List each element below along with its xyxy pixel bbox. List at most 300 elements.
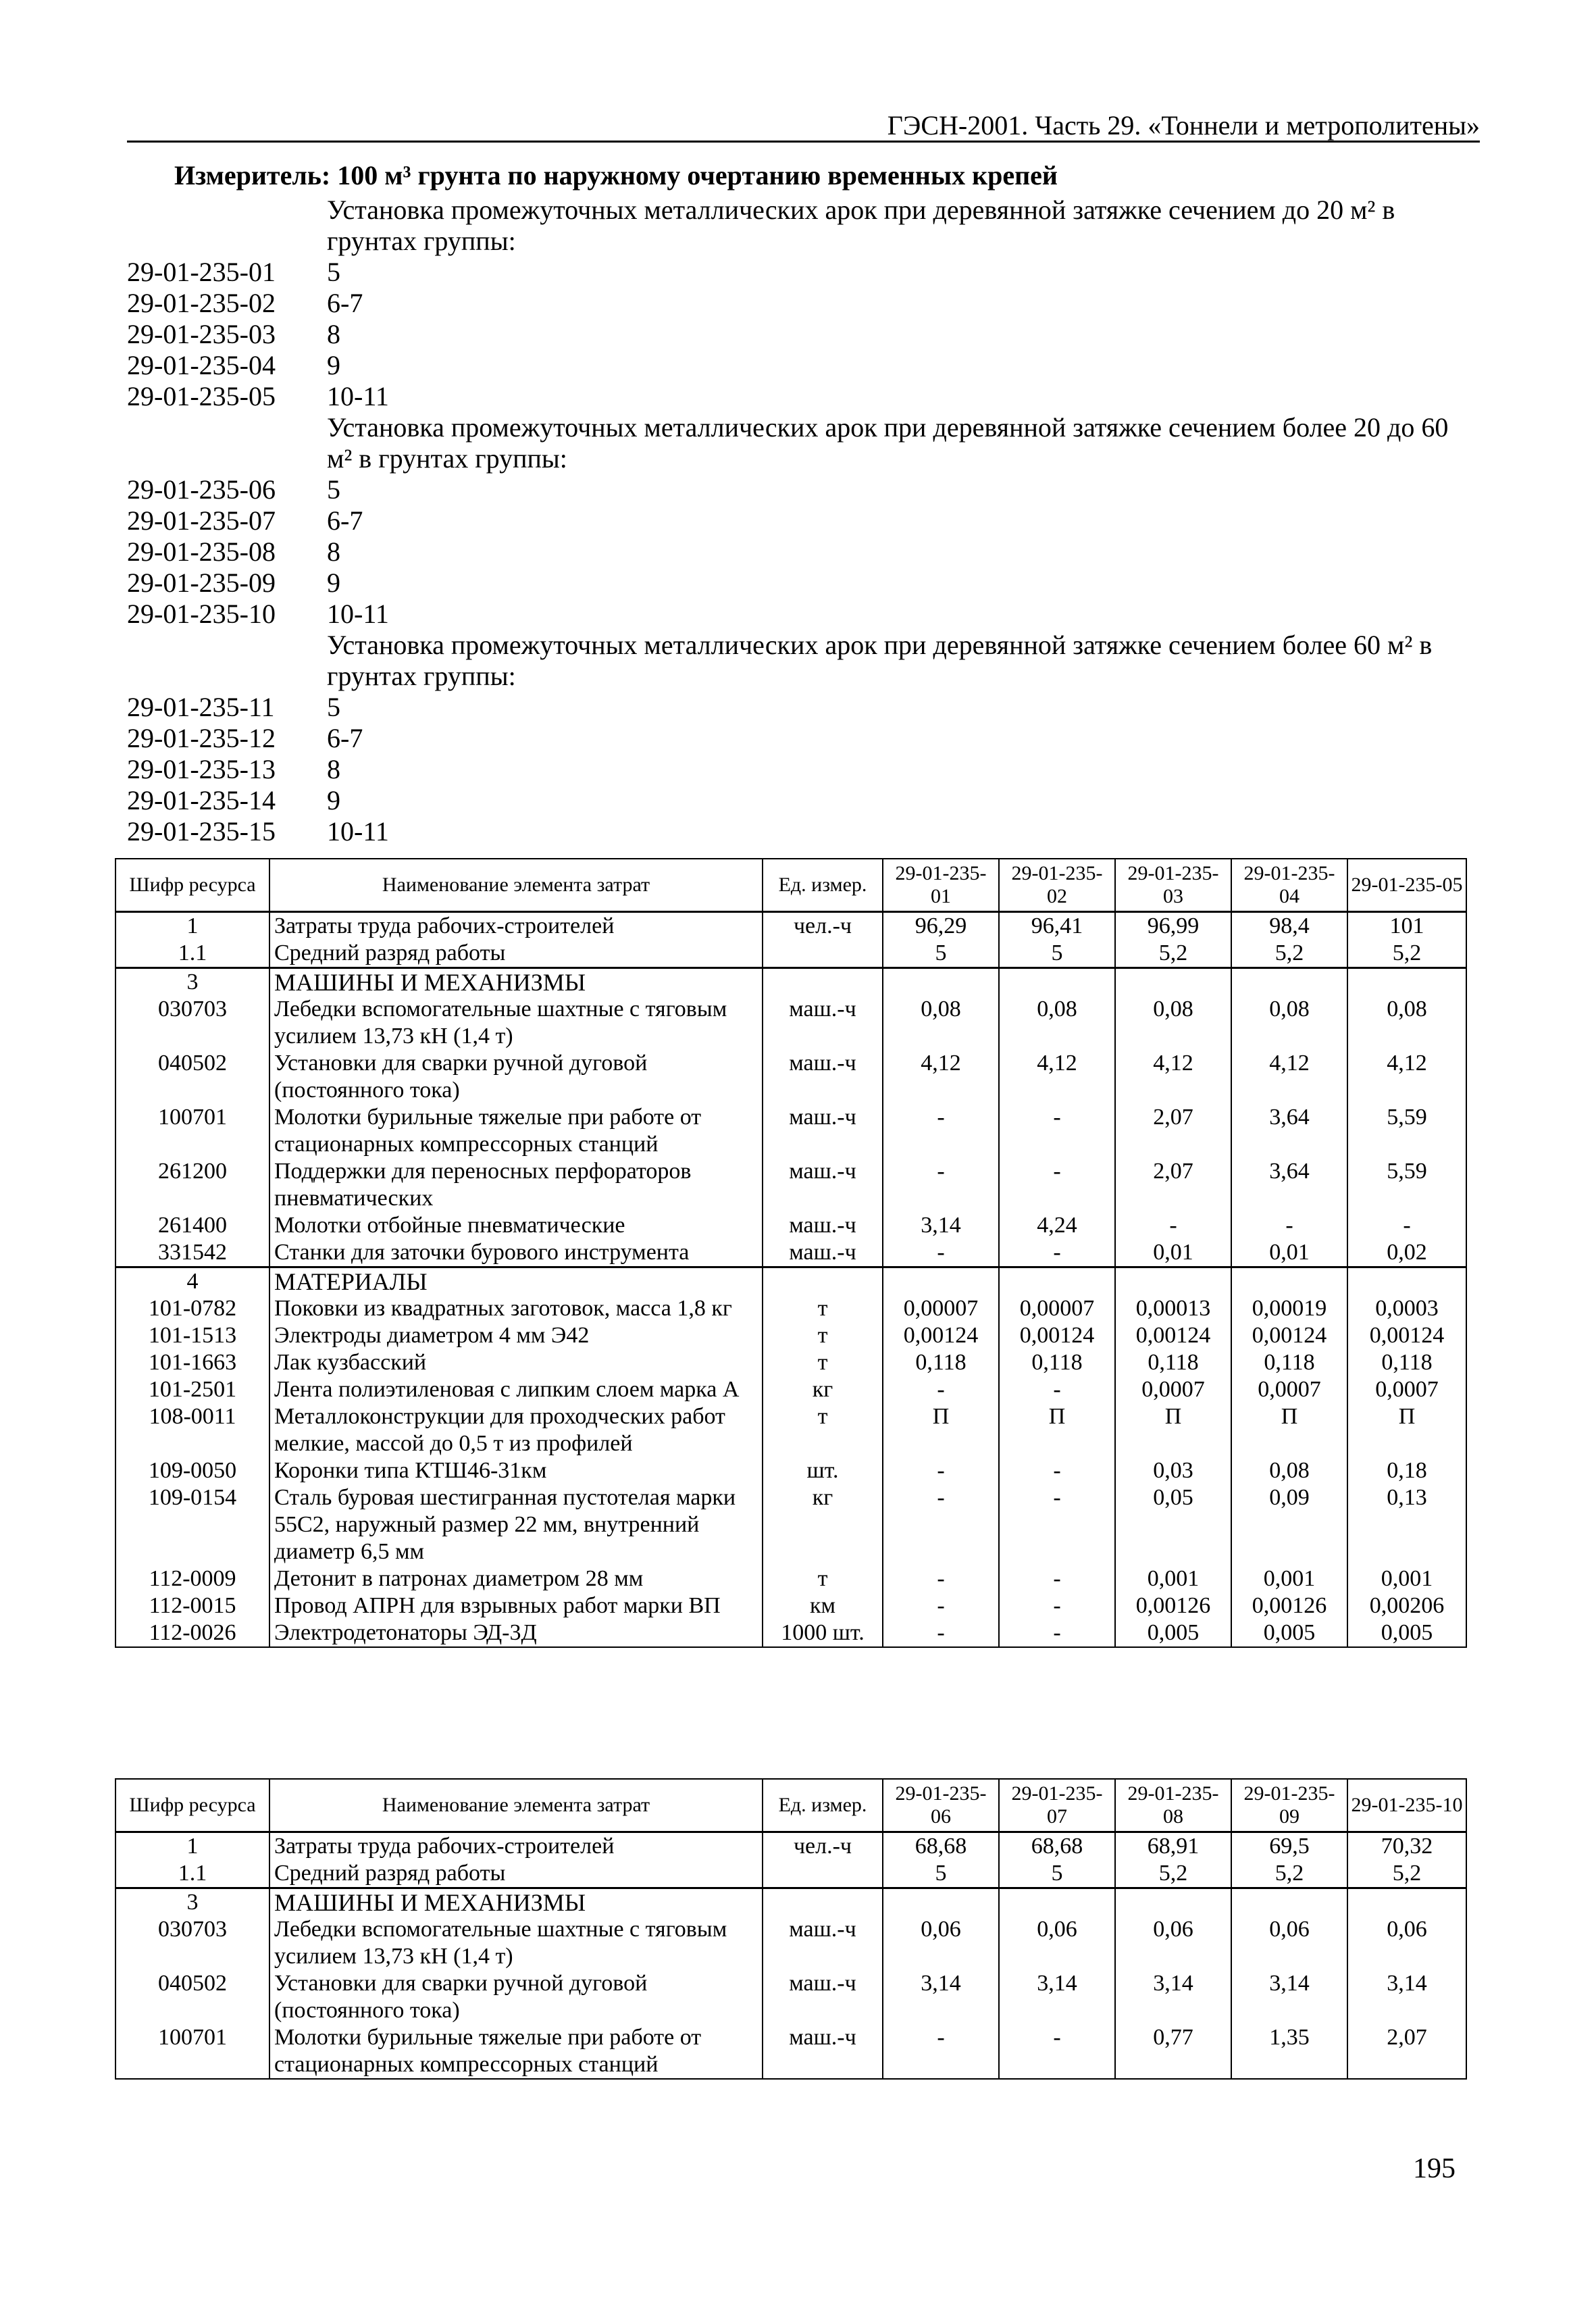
empty-cell — [1115, 1267, 1231, 1296]
norm-value: 0,18 — [1347, 1457, 1466, 1484]
resource-code: 112-0015 — [115, 1592, 269, 1619]
empty-cell — [883, 968, 999, 997]
col-header-norm: 29-01-235-04 — [1231, 859, 1347, 912]
unit-of-measure: маш.-ч — [763, 1212, 883, 1239]
norm-value: 5,2 — [1347, 940, 1466, 968]
work-item-code: 29-01-235-10 — [127, 599, 276, 629]
table-row — [115, 1349, 1466, 1376]
norm-value: 0,05 — [1115, 1484, 1231, 1565]
table-row — [115, 1104, 1466, 1158]
norm-value: 98,4 — [1231, 912, 1347, 940]
norm-value: 3,14 — [1115, 1970, 1231, 2024]
norm-value: 0,00124 — [999, 1322, 1115, 1349]
table-row — [115, 1239, 1466, 1267]
table-row — [115, 2024, 1466, 2079]
unit-of-measure: маш.-ч — [763, 2024, 883, 2079]
work-group — [127, 195, 1478, 412]
work-item — [127, 599, 1478, 630]
norm-value: 0,001 — [1115, 1565, 1231, 1592]
norm-value: - — [883, 1158, 999, 1212]
empty-cell — [1115, 968, 1231, 997]
norm-value: 5,59 — [1347, 1104, 1466, 1158]
norm-value: 0,06 — [1231, 1916, 1347, 1970]
unit-of-measure: т — [763, 1565, 883, 1592]
norm-value: П — [1115, 1403, 1231, 1457]
norm-value: 5,2 — [1231, 940, 1347, 968]
cost-element-name: Сталь буровая шестигранная пустотелая марки 55С2, наружный размер 22 мм, внутренний диаметр 6,5 мм — [269, 1484, 763, 1565]
norm-value: 3,14 — [999, 1970, 1115, 2024]
empty-cell — [1231, 968, 1347, 997]
unit-of-measure: кг — [763, 1484, 883, 1565]
norm-value: 2,07 — [1347, 2024, 1466, 2079]
col-header-norm: 29-01-235-06 — [883, 1779, 999, 1832]
norm-value: 5 — [883, 1860, 999, 1888]
norm-value: 3,64 — [1231, 1104, 1347, 1158]
resource-code: 101-1513 — [115, 1322, 269, 1349]
section-title: МАШИНЫ И МЕХАНИЗМЫ — [269, 968, 763, 997]
work-item-code: 29-01-235-15 — [127, 816, 276, 847]
table-row — [115, 996, 1466, 1050]
empty-cell — [883, 1267, 999, 1296]
norm-value: 101 — [1347, 912, 1466, 940]
norm-value: 0,01 — [1115, 1239, 1231, 1267]
unit-of-measure: маш.-ч — [763, 1239, 883, 1267]
table-row — [115, 1212, 1466, 1239]
work-item-code: 29-01-235-14 — [127, 785, 276, 815]
col-header-code: Шифр ресурса — [115, 1779, 269, 1832]
cost-element-name: Лента полиэтиленовая с липким слоем марка А — [269, 1376, 763, 1403]
resource-code: 040502 — [115, 1970, 269, 2024]
unit-of-measure: чел.-ч — [763, 912, 883, 940]
norm-value: 4,24 — [999, 1212, 1115, 1239]
work-item — [127, 319, 1478, 350]
table-row — [115, 1592, 1466, 1619]
empty-cell — [1115, 1888, 1231, 1917]
unit-of-measure: т — [763, 1349, 883, 1376]
norm-value: - — [1115, 1212, 1231, 1239]
resource-code: 331542 — [115, 1239, 269, 1267]
work-item-code: 29-01-235-12 — [127, 723, 276, 753]
norm-value: 2,07 — [1115, 1158, 1231, 1212]
soil-group: 9 — [327, 785, 340, 815]
col-header-unit: Ед. измер. — [763, 1779, 883, 1832]
col-header-norm: 29-01-235-07 — [999, 1779, 1115, 1832]
soil-group: 5 — [327, 692, 340, 722]
norm-value: 96,99 — [1115, 912, 1231, 940]
table-row — [115, 1050, 1466, 1104]
soil-group: 8 — [327, 536, 340, 567]
cost-element-name: Станки для заточки бурового инструмента — [269, 1239, 763, 1267]
norm-value: 96,41 — [999, 912, 1115, 940]
norm-value: - — [883, 1376, 999, 1403]
resource-code: 1 — [115, 1832, 269, 1861]
cost-element-name: Молотки отбойные пневматические — [269, 1212, 763, 1239]
norm-value: 1,35 — [1231, 2024, 1347, 2079]
norm-value: 5,2 — [1115, 940, 1231, 968]
work-item-code: 29-01-235-13 — [127, 754, 276, 784]
norm-value: 0,08 — [883, 996, 999, 1050]
norm-value: - — [999, 1619, 1115, 1647]
norm-value: 0,03 — [1115, 1457, 1231, 1484]
norm-value: 0,06 — [999, 1916, 1115, 1970]
norm-value: 0,02 — [1347, 1239, 1466, 1267]
norm-value: 0,001 — [1231, 1565, 1347, 1592]
resource-table-1 — [115, 858, 1467, 1648]
col-header-unit: Ед. измер. — [763, 859, 883, 912]
cost-element-name: Поддержки для переносных перфораторов пневматических — [269, 1158, 763, 1212]
norm-value: - — [999, 1457, 1115, 1484]
norm-value: - — [883, 1239, 999, 1267]
resource-code: 101-1663 — [115, 1349, 269, 1376]
col-header-norm: 29-01-235-05 — [1347, 859, 1466, 912]
table-row — [115, 912, 1466, 940]
section-row — [115, 968, 1466, 997]
norm-value: 0,08 — [1231, 1457, 1347, 1484]
empty-cell — [1347, 1267, 1466, 1296]
norm-value: 0,001 — [1347, 1565, 1466, 1592]
section-title: МАШИНЫ И МЕХАНИЗМЫ — [269, 1888, 763, 1917]
soil-group: 10-11 — [327, 381, 389, 411]
resource-code: 108-0011 — [115, 1403, 269, 1457]
resource-code: 030703 — [115, 996, 269, 1050]
cost-element-name: Электроды диаметром 4 мм Э42 — [269, 1322, 763, 1349]
unit-of-measure: маш.-ч — [763, 1916, 883, 1970]
norm-value: - — [883, 1565, 999, 1592]
norm-value: 3,14 — [1347, 1970, 1466, 2024]
unit-of-measure: маш.-ч — [763, 1158, 883, 1212]
norm-value: 0,00019 — [1231, 1295, 1347, 1322]
cost-element-name: Лебедки вспомогательные шахтные с тяговым усилием 13,73 кН (1,4 т) — [269, 1916, 763, 1970]
norm-value: 0,0007 — [1231, 1376, 1347, 1403]
section-code: 3 — [115, 968, 269, 997]
norm-value: 3,14 — [883, 1212, 999, 1239]
norm-value: 0,08 — [1347, 996, 1466, 1050]
norm-value: 0,118 — [1115, 1349, 1231, 1376]
resource-code: 109-0050 — [115, 1457, 269, 1484]
unit-of-measure: кг — [763, 1376, 883, 1403]
norm-value: 0,00206 — [1347, 1592, 1466, 1619]
cost-element-name: Металлоконструкции для проходческих работ мелкие, массой до 0,5 т из профилей — [269, 1403, 763, 1457]
norm-value: 0,00007 — [999, 1295, 1115, 1322]
col-header-norm: 29-01-235-02 — [999, 859, 1115, 912]
section-row — [115, 1267, 1466, 1296]
norm-value: - — [999, 1592, 1115, 1619]
work-group-description: Установка промежуточных металлических арок при деревянной затяжке сечением более 20 до 60 м² в грунтах группы: — [327, 412, 1449, 474]
work-item-code: 29-01-235-04 — [127, 350, 276, 380]
soil-group: 10-11 — [327, 599, 389, 629]
section-row — [115, 1888, 1466, 1917]
col-header-norm: 29-01-235-01 — [883, 859, 999, 912]
norm-value: 96,29 — [883, 912, 999, 940]
norm-value: - — [883, 1592, 999, 1619]
section-title: МАТЕРИАЛЫ — [269, 1267, 763, 1296]
resource-code: 040502 — [115, 1050, 269, 1104]
col-header-norm: 29-01-235-10 — [1347, 1779, 1466, 1832]
norm-value: 0,0003 — [1347, 1295, 1466, 1322]
col-header-code: Шифр ресурса — [115, 859, 269, 912]
norm-value: 0,08 — [1231, 996, 1347, 1050]
cost-element-name: Лебедки вспомогательные шахтные с тяговым усилием 13,73 кН (1,4 т) — [269, 996, 763, 1050]
cost-element-name: Затраты труда рабочих-строителей — [269, 1832, 763, 1861]
norm-value: 0,118 — [883, 1349, 999, 1376]
norm-value: 2,07 — [1115, 1104, 1231, 1158]
soil-group: 9 — [327, 350, 340, 380]
unit-of-measure: маш.-ч — [763, 1050, 883, 1104]
norm-value: 0,00124 — [1347, 1322, 1466, 1349]
norm-value: 0,06 — [1347, 1916, 1466, 1970]
cost-element-name: Провод АПРН для взрывных работ марки ВП — [269, 1592, 763, 1619]
work-group-description: Установка промежуточных металлических арок при деревянной затяжке сечением до 20 м² в грунтах группы: — [327, 195, 1395, 256]
col-header-name: Наименование элемента затрат — [269, 1779, 763, 1832]
table-row — [115, 1295, 1466, 1322]
norm-value: 5 — [999, 1860, 1115, 1888]
norm-value: 0,0007 — [1115, 1376, 1231, 1403]
norm-value: 69,5 — [1231, 1832, 1347, 1861]
cost-element-name: Затраты труда рабочих-строителей — [269, 912, 763, 940]
work-item-code: 29-01-235-07 — [127, 505, 276, 536]
work-item-code: 29-01-235-09 — [127, 568, 276, 598]
norm-value: 0,00124 — [883, 1322, 999, 1349]
empty-cell — [763, 1888, 883, 1917]
norm-value: - — [999, 2024, 1115, 2079]
col-header-norm: 29-01-235-09 — [1231, 1779, 1347, 1832]
norm-value: 4,12 — [1347, 1050, 1466, 1104]
norm-value: - — [1231, 1212, 1347, 1239]
norm-value: П — [1231, 1403, 1347, 1457]
work-group — [127, 412, 1478, 630]
running-header: ГЭСН-2001. Часть 29. «Тоннели и метрополитены» — [887, 110, 1480, 141]
table-row — [115, 1970, 1466, 2024]
cost-element-name: Коронки типа КТШ46-31км — [269, 1457, 763, 1484]
norm-value: 0,77 — [1115, 2024, 1231, 2079]
norm-value: - — [999, 1158, 1115, 1212]
empty-cell — [1231, 1267, 1347, 1296]
soil-group: 6-7 — [327, 288, 363, 318]
work-item — [127, 257, 1478, 288]
norm-value: П — [1347, 1403, 1466, 1457]
unit-of-measure: км — [763, 1592, 883, 1619]
norm-value: - — [999, 1565, 1115, 1592]
table-row — [115, 1403, 1466, 1457]
table-row — [115, 1457, 1466, 1484]
work-group-description: Установка промежуточных металлических арок при деревянной затяжке сечением более 60 м² в грунтах группы: — [327, 630, 1433, 691]
col-header-norm: 29-01-235-03 — [1115, 859, 1231, 912]
soil-group: 6-7 — [327, 723, 363, 753]
norm-value: 68,68 — [883, 1832, 999, 1861]
header-divider — [127, 141, 1480, 143]
resource-code: 1 — [115, 912, 269, 940]
norm-value: 0,005 — [1347, 1619, 1466, 1647]
table-row — [115, 1322, 1466, 1349]
norm-value: 3,14 — [883, 1970, 999, 2024]
norm-value: 5 — [883, 940, 999, 968]
norm-value: 70,32 — [1347, 1832, 1466, 1861]
resource-code: 101-2501 — [115, 1376, 269, 1403]
table-row — [115, 1565, 1466, 1592]
unit-of-measure: чел.-ч — [763, 1832, 883, 1861]
cost-element-name: Средний разряд работы — [269, 940, 763, 968]
page-number: 195 — [1413, 2153, 1456, 2184]
empty-cell — [999, 1267, 1115, 1296]
resource-code: 030703 — [115, 1916, 269, 1970]
unit-of-measure: маш.-ч — [763, 1104, 883, 1158]
work-item-code: 29-01-235-01 — [127, 257, 276, 287]
resource-code: 109-0154 — [115, 1484, 269, 1565]
norm-value: - — [1347, 1212, 1466, 1239]
norm-value: 0,00126 — [1231, 1592, 1347, 1619]
norm-value: 0,00124 — [1115, 1322, 1231, 1349]
table-row — [115, 1832, 1466, 1861]
work-item-code: 29-01-235-02 — [127, 288, 276, 318]
cost-element-name: Молотки бурильные тяжелые при работе от стационарных компрессорных станций — [269, 2024, 763, 2079]
soil-group: 10-11 — [327, 816, 389, 847]
work-item-code: 29-01-235-03 — [127, 319, 276, 349]
norm-value: П — [883, 1403, 999, 1457]
cost-element-name: Установки для сварки ручной дуговой (постоянного тока) — [269, 1050, 763, 1104]
unit-of-measure: шт. — [763, 1457, 883, 1484]
empty-cell — [999, 1888, 1115, 1917]
norm-value: - — [999, 1376, 1115, 1403]
soil-group: 9 — [327, 568, 340, 598]
cost-element-name: Лак кузбасский — [269, 1349, 763, 1376]
norm-value: 3,64 — [1231, 1158, 1347, 1212]
table-header-row — [115, 859, 1466, 912]
work-item — [127, 381, 1478, 412]
unit-of-measure: маш.-ч — [763, 996, 883, 1050]
norm-value: 0,01 — [1231, 1239, 1347, 1267]
empty-cell — [763, 968, 883, 997]
norm-value: 0,118 — [1231, 1349, 1347, 1376]
resource-code: 261400 — [115, 1212, 269, 1239]
table-header-row — [115, 1779, 1466, 1832]
norm-value: 68,68 — [999, 1832, 1115, 1861]
norm-value: 0,00126 — [1115, 1592, 1231, 1619]
norm-value: 0,118 — [999, 1349, 1115, 1376]
work-item — [127, 816, 1478, 847]
work-group — [127, 630, 1478, 847]
norm-value: - — [883, 1484, 999, 1565]
cost-element-name: Средний разряд работы — [269, 1860, 763, 1888]
col-header-norm: 29-01-235-08 — [1115, 1779, 1231, 1832]
empty-cell — [763, 1267, 883, 1296]
soil-group: 5 — [327, 474, 340, 505]
norm-value: 5 — [999, 940, 1115, 968]
unit-of-measure — [763, 1860, 883, 1888]
section-code: 4 — [115, 1267, 269, 1296]
resource-code: 100701 — [115, 2024, 269, 2079]
norm-value: 0,08 — [999, 996, 1115, 1050]
norm-value: 0,00007 — [883, 1295, 999, 1322]
norm-value: 4,12 — [1231, 1050, 1347, 1104]
norm-value: 5,59 — [1347, 1158, 1466, 1212]
measure-unit-line: Измеритель: 100 м³ грунта по наружному очертанию временных крепей — [174, 160, 1058, 191]
norm-value: - — [999, 1484, 1115, 1565]
resource-code: 112-0009 — [115, 1565, 269, 1592]
work-item — [127, 536, 1478, 568]
soil-group: 8 — [327, 319, 340, 349]
unit-of-measure: т — [763, 1322, 883, 1349]
cost-element-name: Поковки из квадратных заготовок, масса 1,8 кг — [269, 1295, 763, 1322]
work-item — [127, 505, 1478, 536]
empty-cell — [1347, 1888, 1466, 1917]
work-item — [127, 692, 1478, 723]
col-header-name: Наименование элемента затрат — [269, 859, 763, 912]
norm-value: 5,2 — [1231, 1860, 1347, 1888]
unit-of-measure: т — [763, 1295, 883, 1322]
norm-value: - — [883, 1104, 999, 1158]
cost-element-name: Установки для сварки ручной дуговой (постоянного тока) — [269, 1970, 763, 2024]
cost-element-name: Детонит в патронах диаметром 28 мм — [269, 1565, 763, 1592]
norm-value: 4,12 — [883, 1050, 999, 1104]
table-row — [115, 1619, 1466, 1647]
norm-value: 5,2 — [1115, 1860, 1231, 1888]
empty-cell — [999, 968, 1115, 997]
unit-of-measure: т — [763, 1403, 883, 1457]
work-item-code: 29-01-235-06 — [127, 474, 276, 505]
unit-of-measure: 1000 шт. — [763, 1619, 883, 1647]
norm-value: 4,12 — [999, 1050, 1115, 1104]
table-row — [115, 940, 1466, 968]
norm-value: П — [999, 1403, 1115, 1457]
work-item-code: 29-01-235-11 — [127, 692, 275, 722]
table-row — [115, 1484, 1466, 1565]
norm-value: 0,0007 — [1347, 1376, 1466, 1403]
norm-value: - — [883, 2024, 999, 2079]
norm-value: 0,09 — [1231, 1484, 1347, 1565]
cost-element-name: Электродетонаторы ЭД-3Д — [269, 1619, 763, 1647]
resource-code: 100701 — [115, 1104, 269, 1158]
norm-value: 0,08 — [1115, 996, 1231, 1050]
work-item — [127, 474, 1478, 505]
empty-cell — [883, 1888, 999, 1917]
empty-cell — [1231, 1888, 1347, 1917]
work-item-code: 29-01-235-08 — [127, 536, 276, 567]
norm-value: 5,2 — [1347, 1860, 1466, 1888]
norm-value: - — [883, 1619, 999, 1647]
norm-value: 0,005 — [1115, 1619, 1231, 1647]
norm-value: 0,06 — [883, 1916, 999, 1970]
work-item — [127, 288, 1478, 319]
section-code: 3 — [115, 1888, 269, 1917]
resource-code: 261200 — [115, 1158, 269, 1212]
norm-value: - — [999, 1104, 1115, 1158]
norm-value: 3,14 — [1231, 1970, 1347, 2024]
norm-value: 0,00013 — [1115, 1295, 1231, 1322]
norm-value: 0,13 — [1347, 1484, 1466, 1565]
resource-code: 101-0782 — [115, 1295, 269, 1322]
work-item — [127, 785, 1478, 816]
table-row — [115, 1158, 1466, 1212]
table-row — [115, 1376, 1466, 1403]
norm-value: 0,005 — [1231, 1619, 1347, 1647]
norm-value: 0,00124 — [1231, 1322, 1347, 1349]
work-item — [127, 754, 1478, 785]
work-item — [127, 723, 1478, 754]
norm-value: 0,118 — [1347, 1349, 1466, 1376]
norm-value: 0,06 — [1115, 1916, 1231, 1970]
norm-value: 4,12 — [1115, 1050, 1231, 1104]
soil-group: 6-7 — [327, 505, 363, 536]
unit-of-measure: маш.-ч — [763, 1970, 883, 2024]
resource-code: 1.1 — [115, 940, 269, 968]
resource-code: 1.1 — [115, 1860, 269, 1888]
unit-of-measure — [763, 940, 883, 968]
norm-value: - — [999, 1239, 1115, 1267]
cost-element-name: Молотки бурильные тяжелые при работе от стационарных компрессорных станций — [269, 1104, 763, 1158]
work-item — [127, 350, 1478, 381]
soil-group: 5 — [327, 257, 340, 287]
norm-value: 68,91 — [1115, 1832, 1231, 1861]
